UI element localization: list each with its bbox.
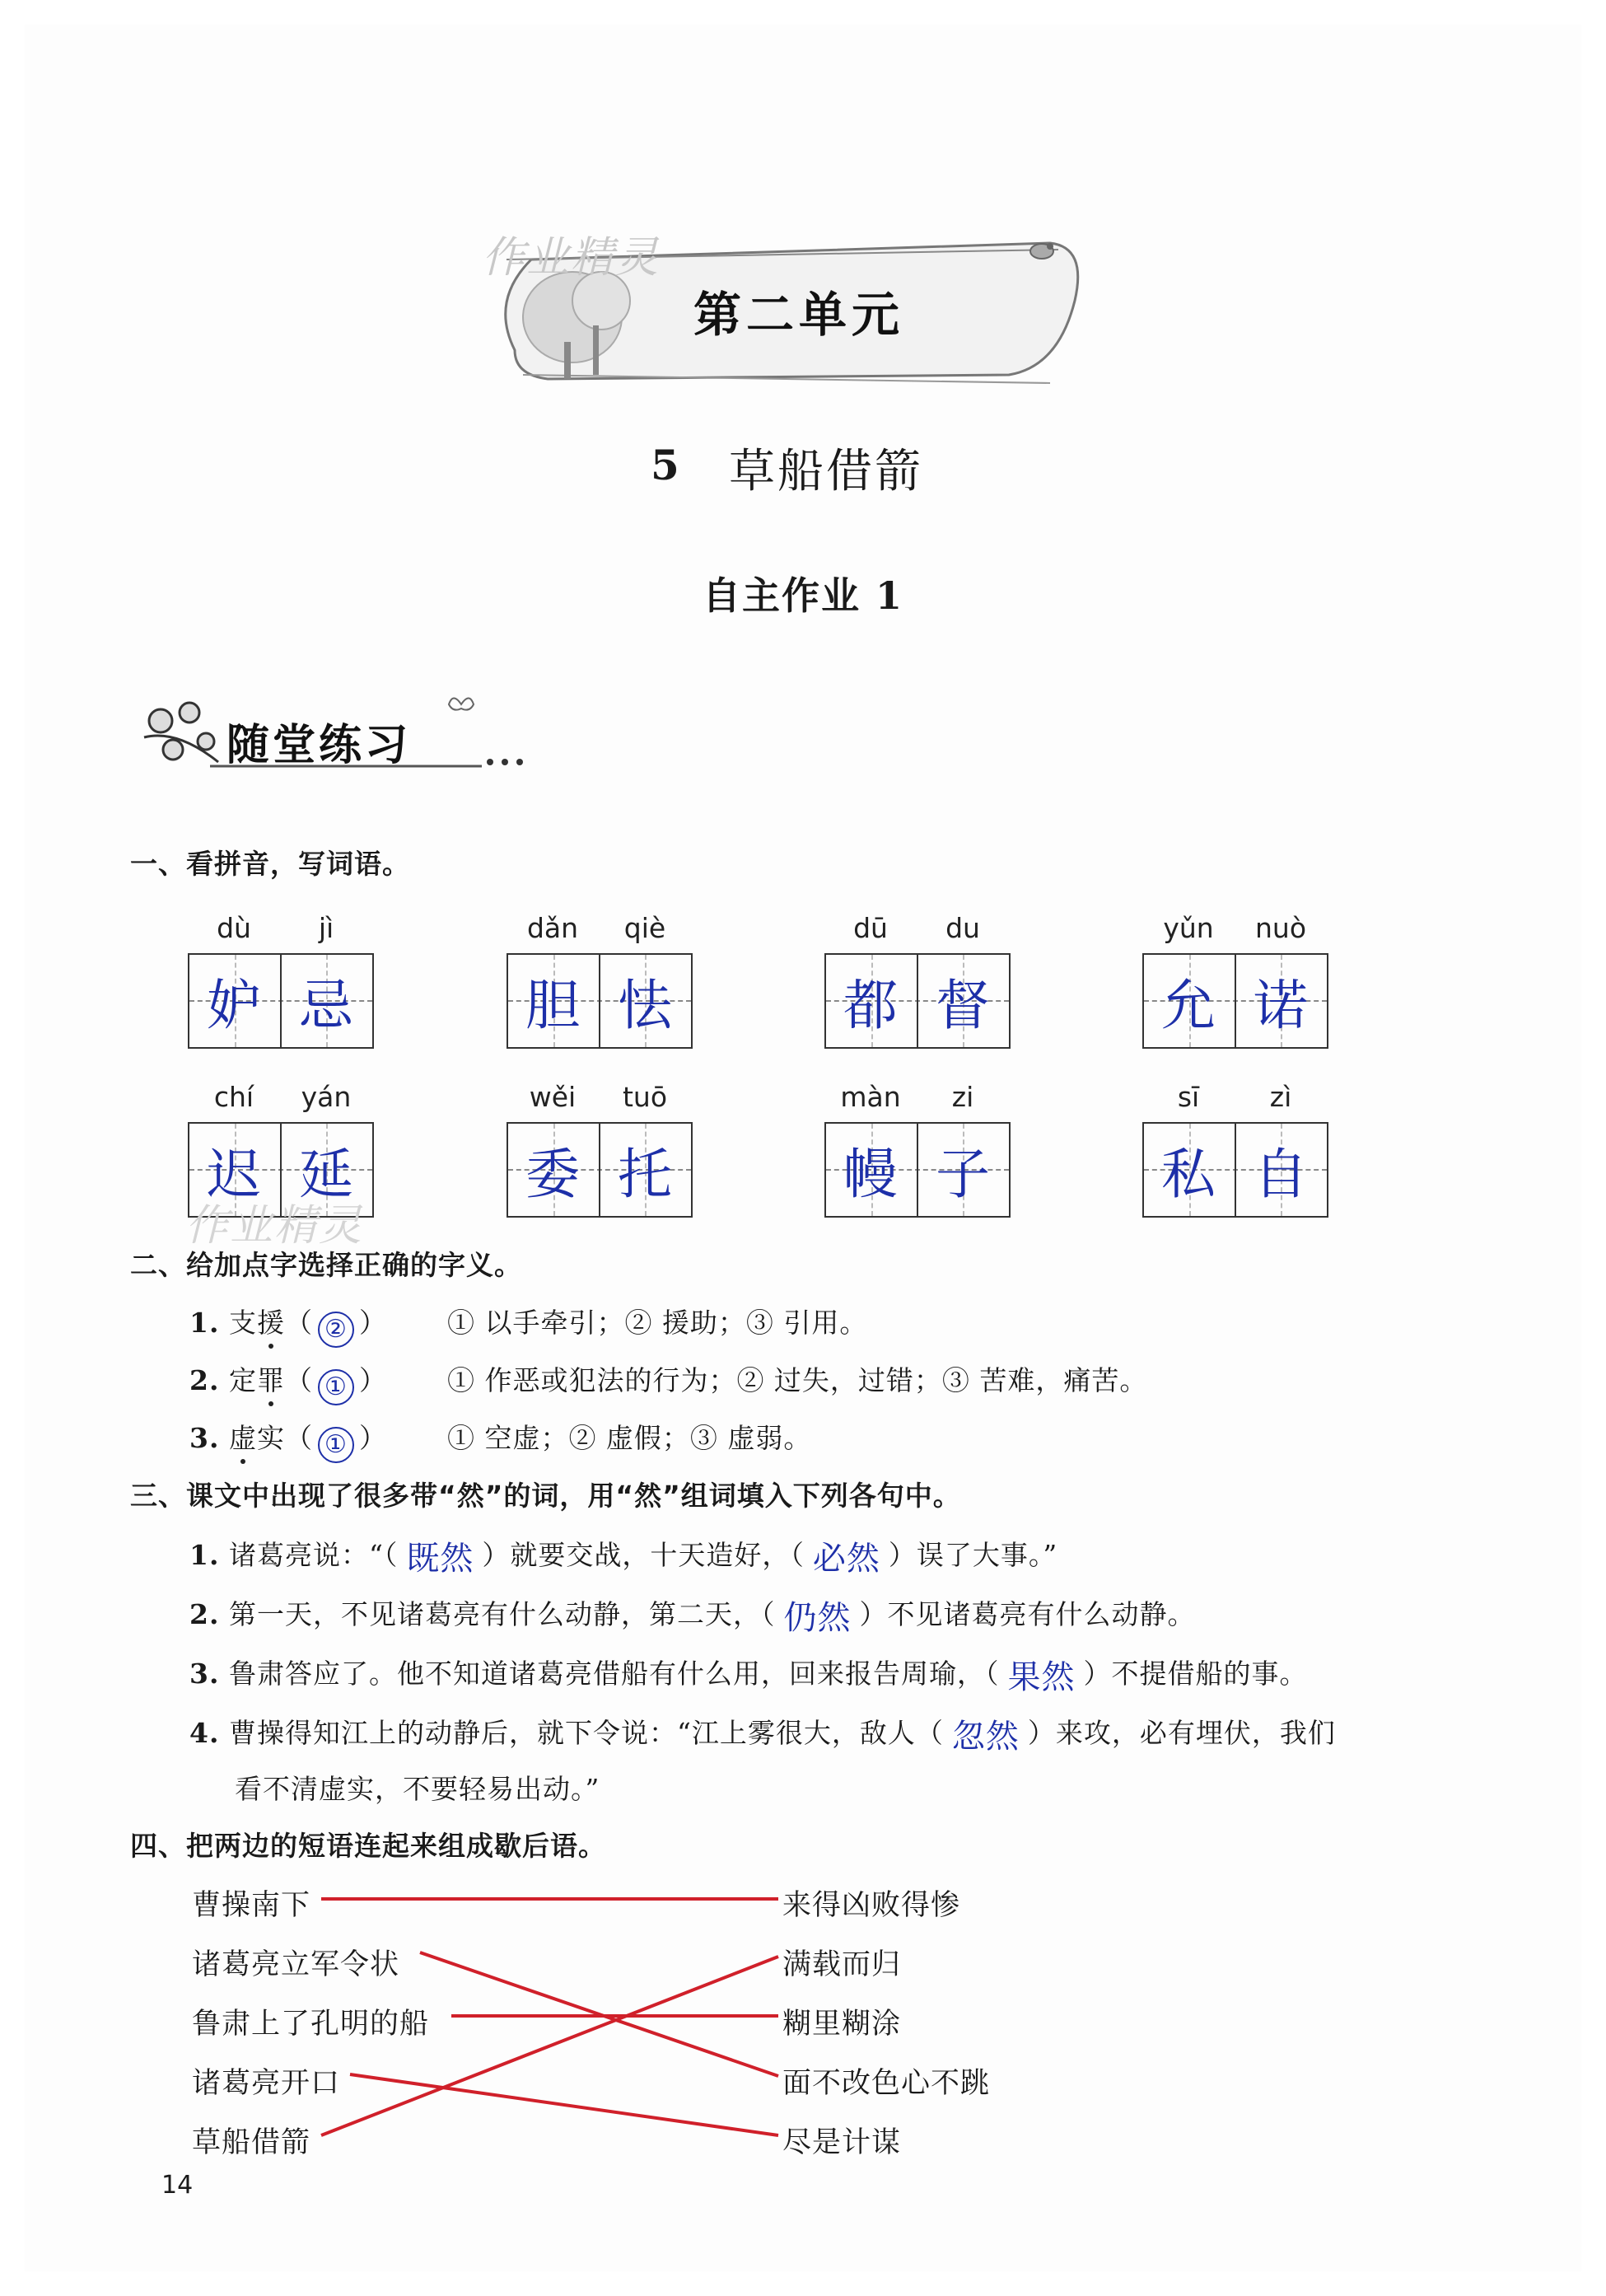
lesson-number: 5 [651,441,679,489]
meaning-item: 3. 虚实（ ① ） ① 空虚；② 虚假；③ 虚弱。 [189,1417,811,1463]
left-phrase: 诸葛亮立军令状 [192,1948,400,1981]
answer-char: 诺 [1254,974,1308,1037]
match-line [321,1957,778,2135]
sentence-text: 第一天，不见诸葛亮有什么动静，第二天，（ [228,1598,776,1630]
watermark: 作业精灵 [185,1201,364,1251]
section-2-heading: 二、给加点字选择正确的字义。 [130,1249,522,1281]
section-3-heading: 三、课文中出现了很多带“然”的词，用“然”组词填入下列各句中。 [130,1480,961,1512]
answer-char: 委 [525,1143,580,1206]
answer-char: 迟 [207,1143,261,1206]
answer-char: 子 [936,1143,990,1206]
circled-answer: ① [318,1369,354,1405]
answer-char: 延 [299,1143,353,1206]
pinyin: yǔn [1163,912,1214,944]
left-phrase: 曹操南下 [192,1889,311,1922]
dotted-char: 虚 [229,1417,257,1456]
right-phrase: 尽是计谋 [782,2126,902,2159]
sentence-text: 鲁肃答应了。他不知道诸葛亮借船有什么用，回来报告周瑜，（ [228,1658,1000,1690]
word-part: 实 [256,1422,285,1454]
unit-title: 第二单元 [693,287,904,343]
pinyin: nuò [1254,912,1307,944]
pinyin: sī [1177,1081,1200,1113]
pinyin: tuō [622,1081,668,1113]
answer-char: 忌 [299,974,353,1037]
sentence-text: ）就要交战，十天造好，（ [482,1539,805,1571]
answer-char: 怯 [618,974,672,1037]
word-part: 定 [228,1364,257,1396]
pinyin: wěi [529,1081,577,1113]
circled-answer: ① [318,1427,354,1463]
sentence-text: ）来攻，必有埋伏，我们 [1027,1717,1336,1749]
item-number: 2. [189,1598,220,1630]
item-number: 3. [189,1658,220,1690]
circled-answer: ② [318,1312,354,1348]
pinyin: dǎn [526,912,579,944]
pinyin: jì [318,912,334,944]
answer-char: 妒 [207,974,261,1037]
answer-word: 必然 [812,1540,880,1578]
practice-logo-text: 随堂练习 [226,721,412,770]
section-1-heading: 一、看拼音，写词语。 [130,848,410,880]
right-phrase: 面不改色心不跳 [782,2067,991,2100]
item-number: 1. [189,1539,220,1571]
answer-word: 既然 [406,1540,474,1578]
right-phrase: 来得凶败得惨 [782,1889,961,1922]
lesson-title: 草船借箭 [729,445,923,498]
meaning-options: ① 作恶或犯法的行为；② 过失，过错；③ 苦难，痛苦。 [446,1364,1148,1396]
watermark: 作业精灵 [482,233,661,283]
answer-word: 果然 [1007,1658,1076,1696]
pinyin: zì [1269,1081,1292,1113]
answer-char: 幔 [843,1143,898,1206]
section-4-heading: 四、把两边的短语连起来组成歇后语。 [130,1830,606,1862]
pinyin: zi [951,1081,974,1113]
meaning-item: 2. 定罪（ ① ） ① 作恶或犯法的行为；② 过失，过错；③ 苦难，痛苦。 [189,1359,1147,1405]
meaning-item: 1. 支援（ ② ） ① 以手牵引；② 援助；③ 引用。 [189,1302,867,1348]
sentence-text: 曹操得知江上的动静后，就下令说：“江上雾很大，敌人（ [228,1717,944,1749]
pinyin: du [945,912,980,944]
sentence-continuation: 看不清虚实，不要轻易出动。” [235,1773,600,1805]
answer-char: 督 [936,974,990,1037]
item-number: 3. [189,1422,220,1454]
sentence-text: ）误了大事。” [888,1539,1058,1571]
left-phrase: 诸葛亮开口 [192,2067,341,2100]
answer-char: 胆 [525,974,580,1037]
word-part: 支 [228,1307,257,1339]
page-number: 14 [161,2171,194,2200]
right-phrase: 糊里糊涂 [782,2008,902,2041]
pinyin: yán [301,1081,352,1113]
item-number: 2. [189,1364,220,1396]
right-phrase: 满载而归 [782,1948,902,1981]
dotted-char: 罪 [257,1359,285,1398]
sentence-text: ）不见诸葛亮有什么动静。 [859,1598,1196,1630]
answer-char: 托 [618,1143,672,1206]
sentence-text: ）不提借船的事。 [1083,1658,1308,1690]
dotted-char: 援 [257,1302,285,1340]
pinyin: dù [217,912,251,944]
left-phrase: 鲁肃上了孔明的船 [192,2008,430,2041]
pinyin: màn [840,1081,901,1113]
homework-title: 自主作业 1 [702,573,904,618]
item-number: 1. [189,1307,220,1339]
answer-char: 都 [843,974,898,1037]
pinyin: qiè [623,912,666,944]
left-phrase: 草船借箭 [192,2126,311,2159]
answer-word: 仍然 [783,1599,852,1637]
pinyin: dū [853,912,888,944]
sentence-text: 诸葛亮说：“（ [228,1539,399,1571]
match-line [350,2074,778,2135]
answer-char: 自 [1254,1143,1308,1206]
pinyin: chí [213,1081,254,1113]
answer-word: 忽然 [951,1718,1020,1756]
answer-char: 私 [1161,1143,1216,1206]
item-number: 4. [189,1717,220,1749]
answer-char: 允 [1161,974,1216,1037]
meaning-options: ① 以手牵引；② 援助；③ 引用。 [446,1307,868,1339]
meaning-options: ① 空虚；② 虚假；③ 虚弱。 [446,1422,812,1454]
